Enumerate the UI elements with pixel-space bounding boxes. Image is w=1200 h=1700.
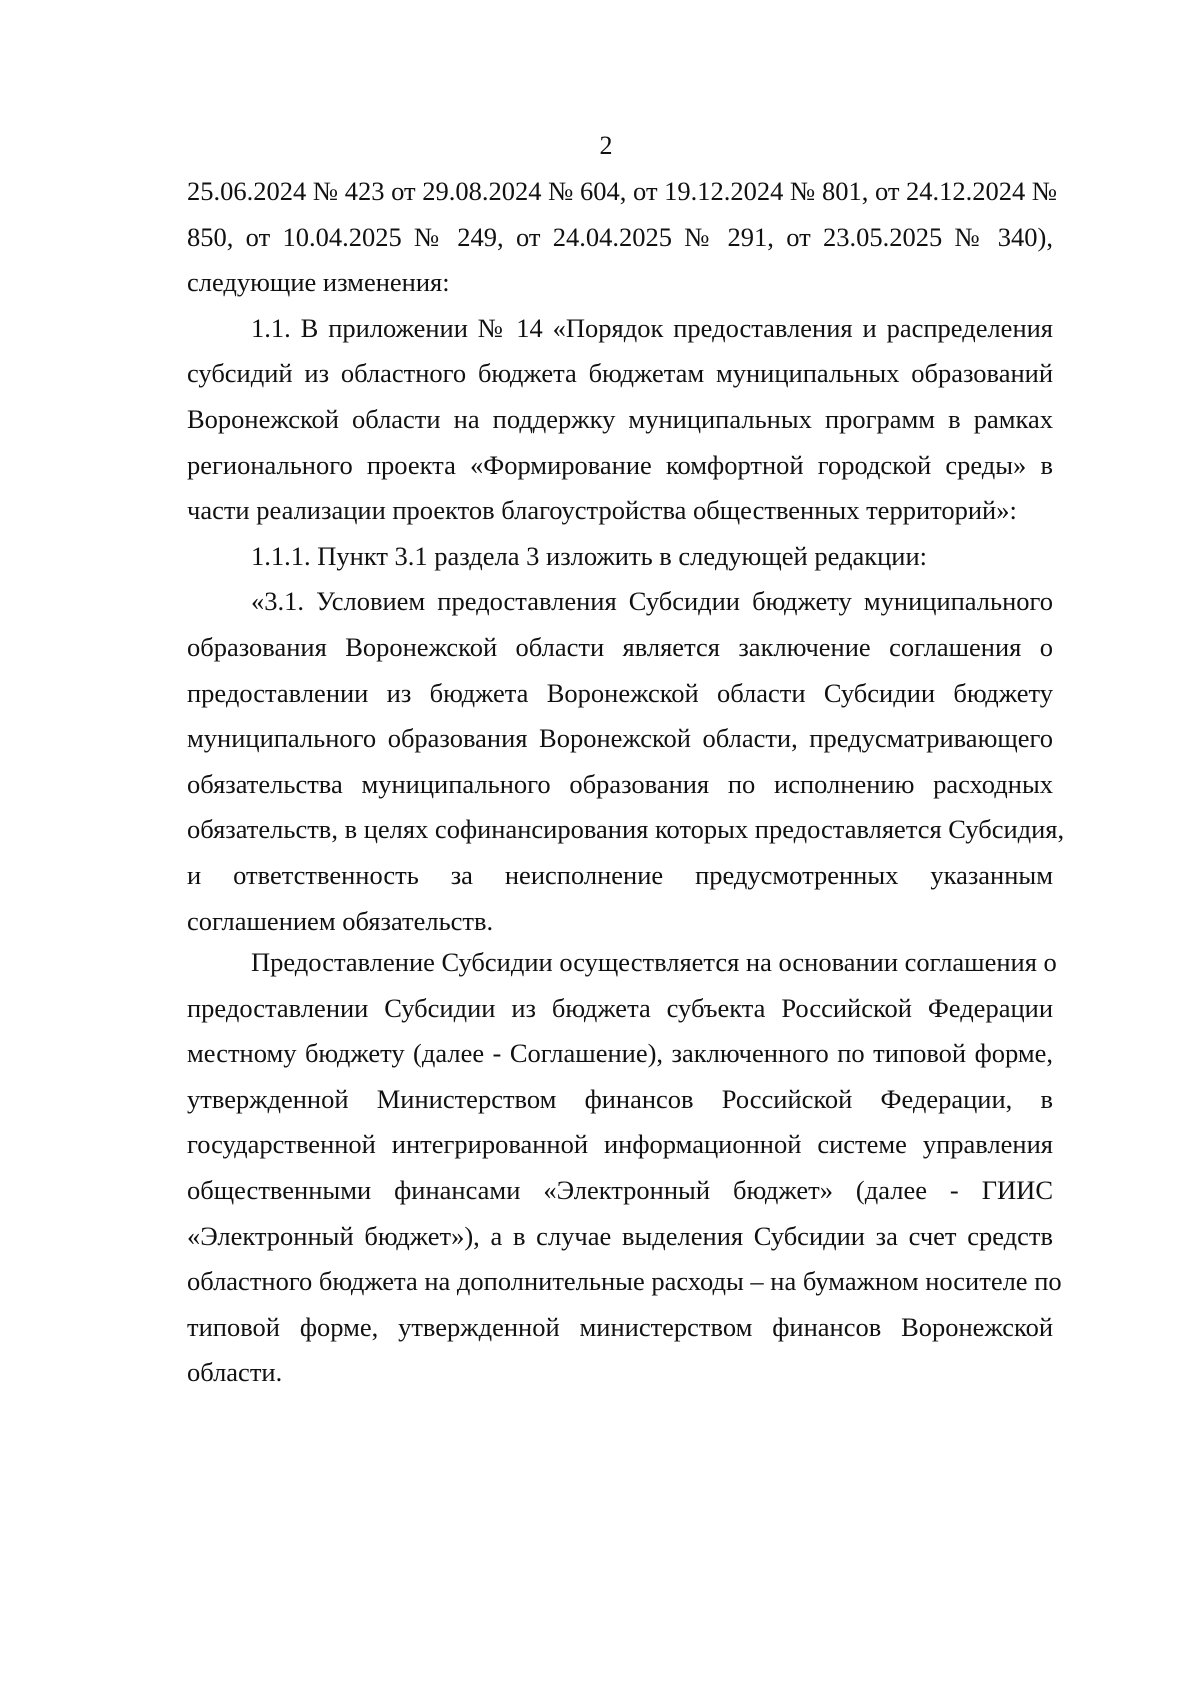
text-line: и ответственность за неисполнение предусмотренных указанным <box>187 859 1053 890</box>
text-line: части реализации проектов благоустройства общественных территорий»: <box>187 495 1017 526</box>
text-line: местному бюджету (далее - Соглашение), заключенного по типовой форме, <box>187 1038 1053 1069</box>
text-line: субсидий из областного бюджета бюджетам муниципальных образований <box>187 358 1053 389</box>
text-line: областного бюджета на дополнительные расходы – на бумажном носителе по <box>187 1266 1062 1297</box>
text-line: Воронежской области на поддержку муниципальных программ в рамках <box>187 403 1053 434</box>
text-line: 850, от 10.04.2025 № 249, от 24.04.2025 № 291, от 23.05.2025 № 340), <box>187 221 1053 252</box>
text-line: общественными финансами «Электронный бюджет» (далее - ГИИС <box>187 1174 1053 1205</box>
text-line: Предоставление Субсидии осуществляется на основании соглашения о <box>251 947 1057 977</box>
text-line: «3.1. Условием предоставления Субсидии бюджету муниципального <box>251 586 1053 617</box>
text-block-2 <box>187 940 1062 1396</box>
text-line: типовой форме, утвержденной министерством финансов Воронежской <box>187 1311 1053 1342</box>
text-line: образования Воронежской области является заключение соглашения о <box>187 631 1053 662</box>
text-line: обязательства муниципального образования по исполнению расходных <box>187 768 1053 799</box>
text-line: 25.06.2024 № 423 от 29.08.2024 № 604, от 19.12.2024 № 801, от 24.12.2024 № <box>187 176 1058 206</box>
text-line: предоставлении Субсидии из бюджета субъекта Российской Федерации <box>187 992 1053 1023</box>
text-line: области. <box>187 1357 283 1388</box>
text-line: следующие изменения: <box>187 267 450 298</box>
text-line: государственной интегрированной информационной системе управления <box>187 1129 1053 1160</box>
text-line: 1.1. В приложении № 14 «Порядок предоставления и распределения <box>251 312 1053 343</box>
text-line: предоставлении из бюджета Воронежской области Субсидии бюджету <box>187 677 1053 708</box>
text-block-1 <box>187 169 1065 944</box>
page-number: 2 <box>599 131 613 160</box>
text-line: соглашением обязательств. <box>187 905 494 936</box>
text-line: 1.1.1. Пункт 3.1 раздела 3 изложить в следующей редакции: <box>251 540 928 571</box>
text-line: регионального проекта «Формирование комфортной городской среды» в <box>187 449 1053 480</box>
text-line: муниципального образования Воронежской области, предусматривающего <box>187 723 1053 754</box>
text-line: утвержденной Министерством финансов Российской Федерации, в <box>187 1083 1053 1114</box>
text-line: обязательств, в целях софинансирования которых предоставляется Субсидия, <box>187 814 1065 845</box>
text-line: «Электронный бюджет»), а в случае выделения Субсидии за счет средств <box>187 1220 1053 1251</box>
